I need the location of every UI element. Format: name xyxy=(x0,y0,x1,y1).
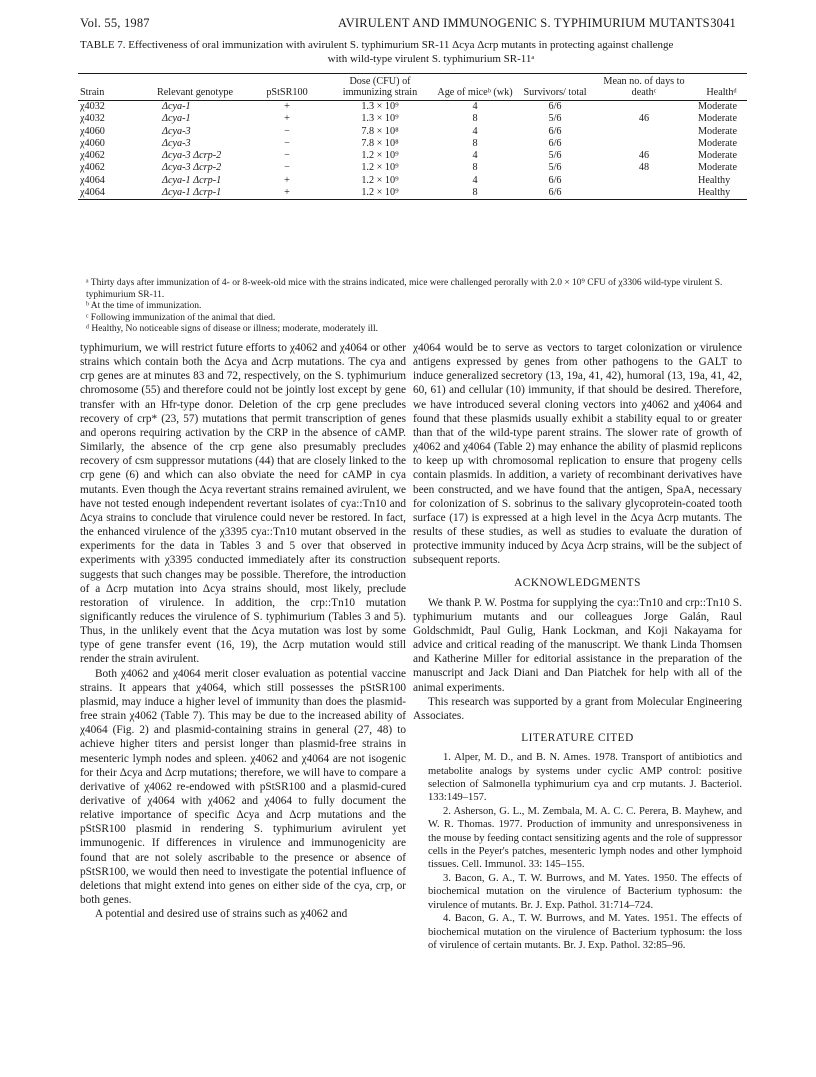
cell-strain: χ4064 xyxy=(80,174,105,186)
cell-strain: χ4060 xyxy=(80,125,105,137)
cell-age: 4 xyxy=(472,150,478,162)
acknowledgments-text: We thank P. W. Postma for supplying the cya::Tn10 and crp::Tn10 S. typhimurium mutants and our colleagues Jorge Galán, Raul Goldschmidt, Paul Gulig, Hank Lockman, and Koji Nakayama for advice and critical reading of the manuscript. We thank Linda Thomsen and Katherine Miller for editorial assistance in the preparation of the manuscript and Jack Diani and Dan Piatchek for help with all of the animal experiments. xyxy=(413,596,742,694)
col-header-health: Healthᵈ xyxy=(706,87,737,98)
footnote-a: ᵃ Thirty days after immunization of 4- or 8-week-old mice with the strains indicated, mice were challenged perorally with 2.0 × 10⁹ CFU of χ3306 wild-type virulent S. typhimurium SR-11. xyxy=(86,278,723,300)
reference-item: 4. Bacon, G. A., T. W. Burrows, and M. Yates. 1951. The effects of biochemical mutation on the virulence of Bacterium typhosum: the loss of virulence of certain mutants. Br. J. Exp. Pathol. 32:85–96. xyxy=(428,913,742,951)
cell-dose: 1.2 × 10⁹ xyxy=(361,162,399,174)
col-header-survivors: Survivors/ total xyxy=(523,87,587,98)
page-number: 3041 xyxy=(710,16,736,30)
cell-health: Moderate xyxy=(698,150,738,162)
cell-days-to-death xyxy=(592,138,696,150)
cell-plasmid: + xyxy=(284,101,290,112)
table-caption-line-1: TABLE 7. Effectiveness of oral immunization with avirulent S. typhimurium SR-11 Δcya Δcrp mutants in protecting against challenge xyxy=(80,39,674,51)
results-table xyxy=(78,73,747,200)
table-row xyxy=(78,126,747,138)
cell-age: 4 xyxy=(472,101,478,112)
reference-item: 2. Asherson, G. L., M. Zembala, M. A. C. C. Perera, B. Mayhew, and W. R. Thomas. 1977. Production of immunity and unresponsiveness in the mouse by feeding contact sensitizing agents and the role of suppressor cells in the Peyer's patches, mesenteric lymph nodes and other lymphoid tissues. Cell. Immunol. 33: 145–155. xyxy=(428,805,742,871)
cell-dose: 1.2 × 10⁹ xyxy=(361,187,399,199)
cell-genotype: Δcya-1 xyxy=(162,101,191,112)
cell-plasmid: + xyxy=(284,113,290,125)
cell-dose: 1.2 × 10⁹ xyxy=(361,174,399,186)
cell-health: Moderate xyxy=(698,113,738,125)
cell-days-to-death: 48 xyxy=(638,162,650,174)
col-header-genotype: Relevant genotype xyxy=(156,87,234,98)
body-paragraph: A potential and desired use of strains such as χ4062 and xyxy=(95,908,348,921)
left-text-column xyxy=(80,341,406,921)
col-header-plasmid: pStSR100 xyxy=(266,87,308,98)
cell-age: 4 xyxy=(472,125,478,137)
footnote-b: ᵇ At the time of immunization. xyxy=(86,301,202,311)
cell-dose: 1.3 × 10⁹ xyxy=(361,113,399,125)
table-caption xyxy=(80,39,742,66)
acknowledgments-heading: ACKNOWLEDGMENTS xyxy=(514,576,641,589)
footnote-c: ᶜ Following immunization of the animal that died. xyxy=(86,312,276,323)
cell-strain: χ4032 xyxy=(80,113,105,125)
cell-genotype: Δcya-3 xyxy=(162,137,191,149)
cell-plasmid: − xyxy=(284,162,290,174)
cell-days-to-death xyxy=(592,175,696,187)
cell-survivors: 5/6 xyxy=(548,162,562,174)
cell-age: 8 xyxy=(472,187,478,199)
table-row xyxy=(78,162,747,174)
table-row xyxy=(78,175,747,187)
running-title: AVIRULENT AND IMMUNOGENIC S. TYPHIMURIUM MUTANTS xyxy=(338,16,710,30)
cell-age: 4 xyxy=(472,174,478,186)
cell-genotype: Δcya-3 xyxy=(162,125,191,137)
table-footnotes xyxy=(80,278,740,336)
body-paragraph: typhimurium, we will restrict future efforts to χ4062 and χ4064 or other strains which contain both the Δcya and Δcrp mutations. The cya and crp genes are at minutes 83 and 72, respectively, on the S. typhimurium chromosome (55) and therefore could not be jointly lost except by gene transfer with an Hfr-type donor. Deletion of the crp gene precludes recovery of crp* (23, 57) mutations that permit transcription of genes and operons requiring activation by the CRP in the absence of cAMP. Similarly, the absence of the crp gene also presumably precludes recovery of csm suppressor mutations (44) that are closely linked to the crp gene (6) and which can also obviate the need for cAMP in cya mutants. Even though the Δcya revertant strains remained avirulent, we have not tested enough independent revertant isolates of cya::Tn10 and Δcya strains to conclude that virulence could never be restored. In fact, the enhanced virulence of the χ3395 cya::Tn10 mutant observed in the experiments for the data in Tables 3 and 5 over that observed in experiments with χ3395 conducted immediately after its construction suggests that such changes may be possible. Therefore, the introduction of a Δcrp mutation into Δcya strains should, most likely, preclude restoration of virulence. In addition, the crp::Tn10 mutation significantly reduces the virulence of S. typhimurium (Tables 3 and 5). Thus, in the unlikely event that the Δcya mutation was lost by some type of gene transfer event (16, 19), the Δcrp mutation would still render the strain avirulent. xyxy=(80,342,406,666)
table-row xyxy=(78,113,747,125)
table-caption-line-2: with wild-type virulent S. typhimurium SR-11ᵃ xyxy=(327,52,535,65)
col-header-age: Age of miceᵇ (wk) xyxy=(437,87,513,98)
table-header-row xyxy=(78,74,747,101)
cell-plasmid: + xyxy=(284,174,290,186)
table-row xyxy=(78,150,747,162)
literature-cited-heading: LITERATURE CITED xyxy=(521,732,634,745)
cell-strain: χ4062 xyxy=(80,162,105,174)
cell-age: 8 xyxy=(472,113,478,125)
col-header-strain: Strain xyxy=(80,87,105,98)
cell-strain: χ4062 xyxy=(80,150,105,162)
cell-health: Moderate xyxy=(698,101,738,112)
right-text-column xyxy=(413,341,742,952)
cell-dose: 7.8 × 10⁸ xyxy=(361,125,399,137)
cell-dose: 1.3 × 10⁹ xyxy=(361,101,399,112)
table-row xyxy=(78,138,747,150)
cell-plasmid: + xyxy=(284,187,290,199)
cell-strain: χ4060 xyxy=(80,137,105,149)
cell-survivors: 5/6 xyxy=(548,150,562,162)
col-header-days-to-death: Mean no. of days to deathᶜ xyxy=(603,76,685,98)
cell-survivors: 6/6 xyxy=(548,137,562,149)
cell-strain: χ4064 xyxy=(80,187,105,199)
reference-item: 3. Bacon, G. A., T. W. Burrows, and M. Yates. 1950. The effects of biochemical mutation on the virulence of Bacterium typhosum: the virulence of mutants. Br. J. Exp. Pathol. 31:714–724. xyxy=(428,872,742,911)
cell-plasmid: − xyxy=(284,137,290,149)
cell-days-to-death: 46 xyxy=(638,150,650,162)
cell-dose: 7.8 × 10⁸ xyxy=(361,137,399,149)
cell-survivors: 6/6 xyxy=(548,101,562,112)
cell-dose: 1.2 × 10⁹ xyxy=(361,150,399,162)
cell-genotype: Δcya-1 Δcrp-1 xyxy=(162,187,222,199)
cell-plasmid: − xyxy=(284,150,290,162)
cell-health: Healthy xyxy=(698,174,731,186)
body-paragraph: χ4064 would be to serve as vectors to target colonization or virulence antigens expressed by genes from other pathogens to the GALT to induce generalized secretory (13, 19a, 41, 42), humoral (13, 19a, 41, 42, 60, 61) and cellular (10) immunity, if that should be desired. Therefore, we have introduced several cloning vectors into χ4062 and χ4064 and found that these plasmids usually exhibit a stability equal to or greater than that of the wild-type parent strains. The slower rate of growth of χ4062 and χ4064 (Table 2) may enhance the ability of plasmid replicons to keep up with chromosomal replication to ensure that progeny cells contain plasmids. In addition, a variety of recombinant derivatives have been constructed, and we have found that the antigen, SpaA, necessary for colonization of S. sobrinus to the salivary glycoprotein-coated tooth surface (17) is expressed at a high level in the Δcya Δcrp mutants. The results of these studies, as well as studies to evaluate the duration of protective immunity induced by Δcya Δcrp strains, will be the subject of subsequent reports. xyxy=(413,342,742,567)
cell-survivors: 5/6 xyxy=(548,113,562,125)
running-head xyxy=(80,16,736,34)
cell-genotype: Δcya-3 Δcrp-2 xyxy=(162,162,222,174)
col-header-dose: Dose (CFU) of immunizing strain xyxy=(342,76,418,98)
cell-age: 8 xyxy=(472,137,478,149)
cell-survivors: 6/6 xyxy=(548,174,562,186)
funding-text: This research was supported by a grant from Molecular Engineering Associates. xyxy=(413,695,742,722)
cell-days-to-death xyxy=(592,126,696,138)
cell-health: Healthy xyxy=(698,187,731,199)
cell-survivors: 6/6 xyxy=(548,125,562,137)
volume-label: Vol. 55, 1987 xyxy=(80,16,150,30)
cell-age: 8 xyxy=(472,162,478,174)
reference-item: 1. Alper, M. D., and B. N. Ames. 1978. Transport of antibiotics and metabolite analogs by systems under cyclic AMP control: positive selection of Salmonella typhimurium cya and crp mutants. J. Bacteriol. 133:149–157. xyxy=(428,752,742,804)
footnote-d: ᵈ Healthy, No noticeable signs of disease or illness; moderate, moderately ill. xyxy=(86,324,379,334)
cell-genotype: Δcya-1 Δcrp-1 xyxy=(162,174,222,186)
cell-days-to-death xyxy=(592,101,696,114)
cell-genotype: Δcya-3 Δcrp-2 xyxy=(162,150,222,162)
cell-health: Moderate xyxy=(698,137,738,149)
cell-days-to-death: 46 xyxy=(638,113,650,125)
cell-genotype: Δcya-1 xyxy=(162,113,191,125)
table-row xyxy=(78,187,747,200)
table-row xyxy=(78,101,747,114)
cell-days-to-death xyxy=(592,187,696,200)
cell-health: Moderate xyxy=(698,125,738,137)
cell-health: Moderate xyxy=(698,162,738,174)
cell-survivors: 6/6 xyxy=(548,187,562,199)
cell-strain: χ4032 xyxy=(80,101,105,112)
cell-plasmid: − xyxy=(284,125,290,137)
body-paragraph: Both χ4062 and χ4064 merit closer evaluation as potential vaccine strains. It appears that χ4064, which still possesses the pStSR100 plasmid, may induce a higher level of immunity than does the plasmid-free strain χ4062 (Table 7). This may be due to the increased ability of χ4064 (Fig. 2) and plasmid-containing strains in general (27, 48) to achieve higher titers and persist longer than plasmid-free strains in mesenteric lymph nodes and spleen. χ4062 and χ4064 are not isogenic for their Δcya and Δcrp mutations; therefore, we will have to compare a derivative of χ4062 re-endowed with pStSR100 and a plasmid-cured derivative of χ4064 with χ4062 and χ4064 to fully document the relative importance of specific Δcya and Δcrp mutations and the pStSR100 plasmid in rendering S. typhimurium avirulent yet immunogenic. If differences in virulence and immunogenicity are found that are not solely ascribable to the presence or absence of pStSR100, we would then need to investigate the potential influence of deletions that might extend into genes on either side of the cya, crp, or both genes. xyxy=(80,667,406,907)
